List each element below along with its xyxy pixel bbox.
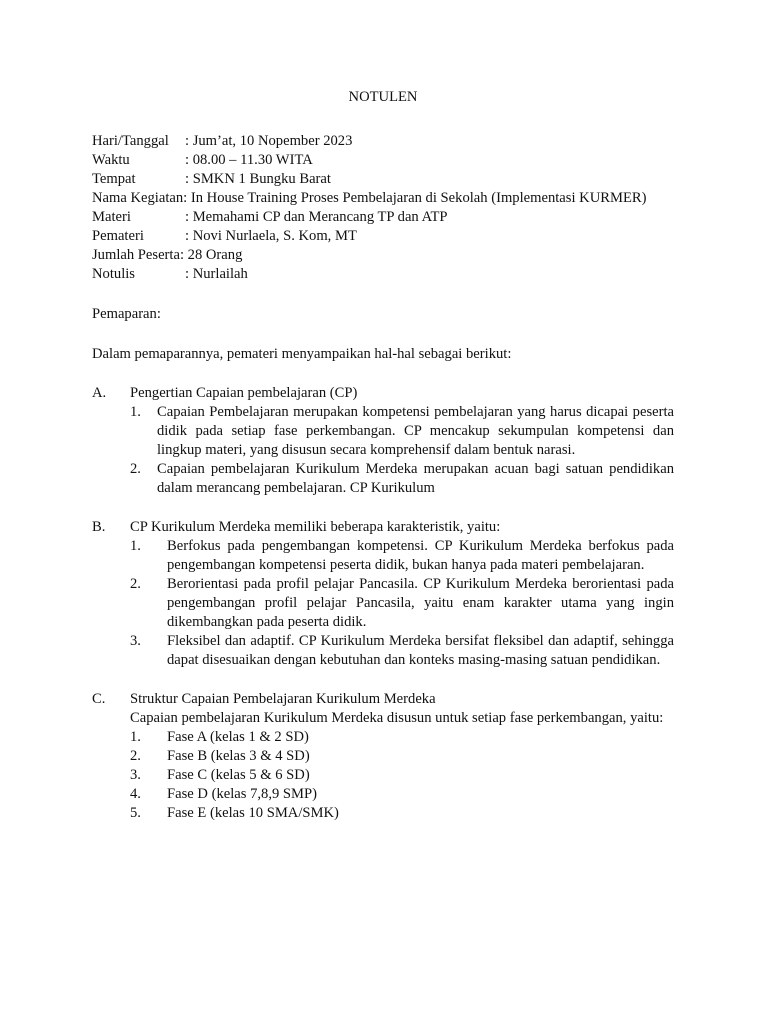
list-number: 2. (130, 576, 141, 592)
list-number: 3. (130, 633, 141, 649)
info-value: : 08.00 – 11.30 WITA (185, 152, 313, 168)
list-number: 2. (130, 461, 141, 477)
info-label: Notulis (92, 266, 135, 282)
section-letter: B. (92, 519, 106, 535)
section-c (92, 690, 674, 823)
list-number: 1. (130, 404, 141, 420)
list-item (130, 537, 674, 575)
list-item (130, 575, 674, 632)
info-row-time (92, 151, 674, 170)
section-heading: Struktur Capaian Pembelajaran Kurikulum Merdeka (130, 691, 436, 707)
list-text: Fase C (kelas 5 & 6 SD) (167, 767, 310, 783)
list-text: Fase E (kelas 10 SMA/SMK) (167, 805, 339, 821)
info-value: : Nurlailah (185, 266, 248, 282)
pemaparan-label: Pemaparan: (92, 306, 161, 322)
section-b (92, 518, 674, 670)
info-value: : SMKN 1 Bungku Barat (185, 171, 331, 187)
list-text: Berorientasi pada profil pelajar Pancasila. CP Kurikulum Merdeka berorientasi pada pengembangan profil pelajar Pancasila, yaitu enam karakter utama yang ingin dikembangkan pada peserta didik. (167, 576, 674, 630)
info-value: : Memahami CP dan Merancang TP dan ATP (185, 209, 448, 225)
info-label: Pemateri (92, 228, 144, 244)
list-item (130, 747, 674, 766)
section-letter: C. (92, 691, 106, 707)
list-text: Fase D (kelas 7,8,9 SMP) (167, 786, 317, 802)
section-a (92, 384, 674, 498)
list-number: 3. (130, 767, 141, 783)
info-row-activity: Nama Kegiatan: In House Training Proses Pembelajaran di Sekolah (Implementasi KURMER) (92, 190, 647, 206)
list-text: Berfokus pada pengembangan kompetensi. CP Kurikulum Merdeka berfokus pada pengembangan kompetensi peserta didik, bukan hanya pada materi pembelajaran. (167, 538, 674, 573)
info-label: Waktu (92, 152, 130, 168)
info-label: Hari/Tanggal (92, 133, 169, 149)
info-row-participants: Jumlah Peserta: 28 Orang (92, 247, 243, 263)
list-number: 1. (130, 538, 141, 554)
list-item (130, 460, 674, 498)
list-item (130, 403, 674, 460)
info-row-date (92, 132, 674, 151)
list-number: 2. (130, 748, 141, 764)
list-item (130, 766, 674, 785)
section-letter: A. (92, 385, 107, 401)
info-row-notetaker (92, 265, 674, 284)
info-label: Materi (92, 209, 131, 225)
meeting-info (92, 132, 674, 284)
list-text: Fase B (kelas 3 & 4 SD) (167, 748, 310, 764)
document-body (92, 88, 674, 823)
list-text: Capaian Pembelajaran merupakan kompetensi pembelajaran yang harus dicapai peserta didik pada setiap fase perkembangan. CP mencakup sekumpulan kompetensi dan lingkup materi, yang disusun secara komprehensif dalam bentuk narasi. (157, 404, 674, 458)
list-text: Fleksibel dan adaptif. CP Kurikulum Merdeka bersifat fleksibel dan adaptif, sehingga dapat disesuaikan dengan kebutuhan dan konteks masing-masing satuan pendidikan. (167, 633, 674, 668)
section-paragraph: Capaian pembelajaran Kurikulum Merdeka disusun untuk setiap fase perkembangan, yaitu: (130, 710, 664, 726)
info-value: : Novi Nurlaela, S. Kom, MT (185, 228, 357, 244)
info-row-material (92, 208, 674, 227)
list-item (130, 785, 674, 804)
info-value: : Jum’at, 10 Nopember 2023 (185, 133, 353, 149)
list-number: 4. (130, 786, 141, 802)
section-heading: CP Kurikulum Merdeka memiliki beberapa karakteristik, yaitu: (130, 519, 501, 535)
section-heading: Pengertian Capaian pembelajaran (CP) (130, 385, 358, 401)
list-item (130, 804, 674, 823)
list-item (130, 728, 674, 747)
intro-paragraph: Dalam pemaparannya, pemateri menyampaikan hal-hal sebagai berikut: (92, 346, 512, 362)
info-row-place (92, 170, 674, 189)
info-row-speaker (92, 227, 674, 246)
info-label: Tempat (92, 171, 136, 187)
list-number: 1. (130, 729, 141, 745)
list-item (130, 632, 674, 670)
list-text: Capaian pembelajaran Kurikulum Merdeka merupakan acuan bagi satuan pendidikan dalam merancang pembelajaran. CP Kurikulum (157, 461, 674, 496)
list-number: 5. (130, 805, 141, 821)
list-text: Fase A (kelas 1 & 2 SD) (167, 729, 309, 745)
document-title: NOTULEN (348, 89, 418, 105)
